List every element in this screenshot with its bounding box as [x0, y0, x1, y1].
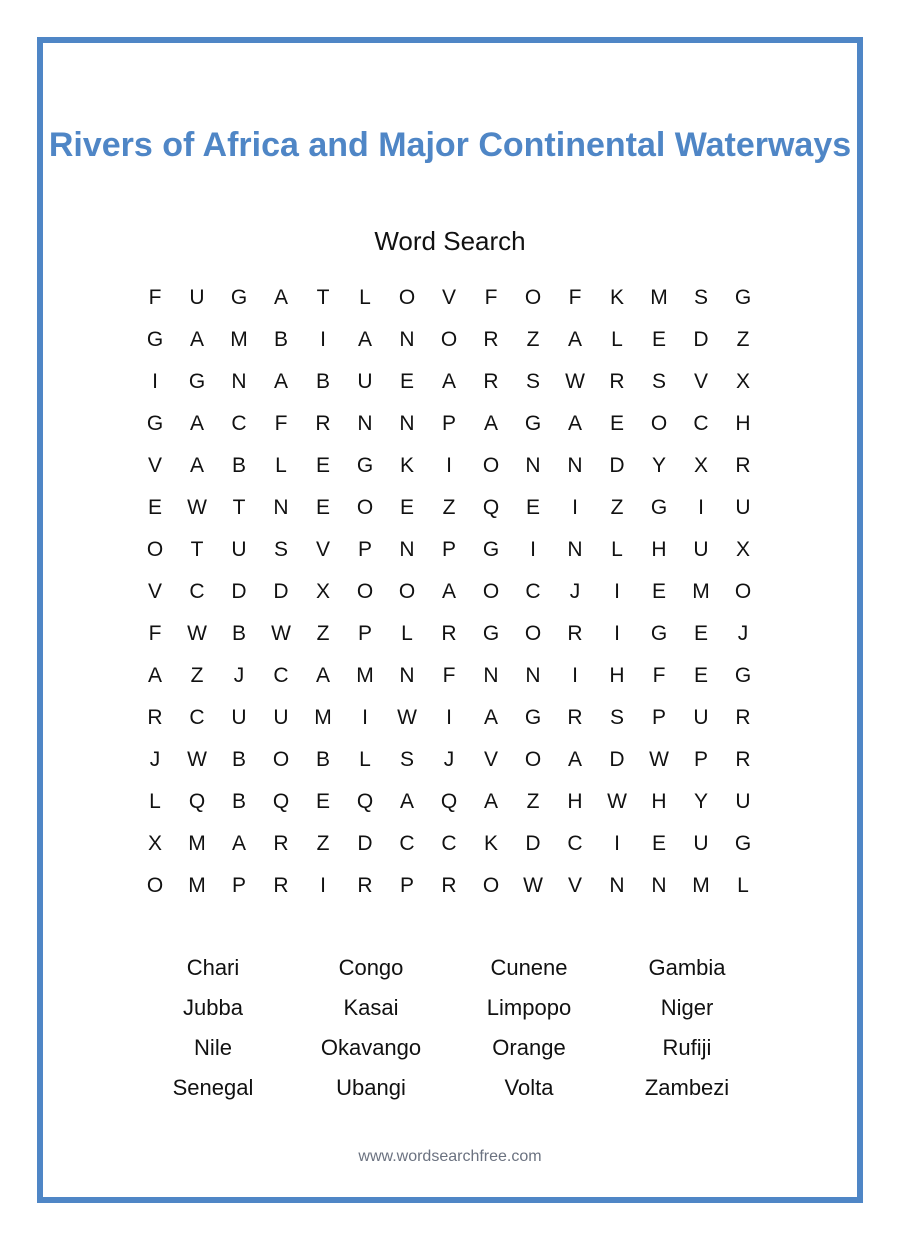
- grid-cell[interactable]: M: [650, 286, 668, 309]
- grid-cell[interactable]: R: [441, 874, 457, 897]
- grid-cell[interactable]: M: [230, 328, 248, 351]
- grid-cell[interactable]: I: [698, 496, 704, 519]
- grid-cell[interactable]: G: [356, 454, 374, 477]
- grid-cell[interactable]: R: [273, 832, 289, 855]
- grid-cell[interactable]: I: [614, 580, 620, 603]
- grid-cell[interactable]: U: [693, 832, 709, 855]
- grid-cell[interactable]: E: [315, 496, 330, 519]
- footer-url: www.wordsearchfree.com: [358, 1148, 542, 1165]
- grid-cell[interactable]: D: [357, 832, 373, 855]
- grid-cell[interactable]: L: [611, 538, 623, 561]
- grid-cell[interactable]: E: [399, 496, 414, 519]
- grid-cell[interactable]: D: [609, 748, 625, 771]
- grid-cell[interactable]: R: [441, 622, 457, 645]
- word-list-item: Rufiji: [662, 1035, 712, 1060]
- grid-cell[interactable]: Y: [651, 454, 666, 477]
- grid-cell[interactable]: I: [614, 622, 620, 645]
- grid-cell[interactable]: D: [525, 832, 541, 855]
- grid-cell[interactable]: W: [187, 748, 207, 771]
- grid-cell[interactable]: X: [735, 538, 750, 561]
- grid-cell[interactable]: A: [189, 412, 204, 435]
- grid-cell[interactable]: N: [567, 538, 583, 561]
- grid-cell[interactable]: H: [651, 790, 667, 813]
- grid-cell[interactable]: G: [734, 832, 752, 855]
- grid-cell[interactable]: Z: [442, 496, 456, 519]
- grid-cell[interactable]: D: [609, 454, 625, 477]
- grid-cell[interactable]: R: [357, 874, 373, 897]
- grid-cell[interactable]: N: [525, 454, 541, 477]
- grid-cell[interactable]: R: [567, 622, 583, 645]
- grid-cell[interactable]: O: [146, 538, 164, 561]
- grid-cell[interactable]: M: [692, 580, 710, 603]
- grid-cell[interactable]: R: [315, 412, 331, 435]
- grid-cell[interactable]: O: [524, 748, 542, 771]
- grid-cell[interactable]: I: [320, 328, 326, 351]
- grid-cell[interactable]: O: [440, 328, 458, 351]
- grid-cell[interactable]: E: [693, 622, 708, 645]
- grid-cell[interactable]: Z: [736, 328, 750, 351]
- grid-cell[interactable]: F: [568, 286, 582, 309]
- grid-cell[interactable]: D: [693, 328, 709, 351]
- grid-cell[interactable]: A: [189, 328, 204, 351]
- grid-cell[interactable]: G: [734, 664, 752, 687]
- grid-cell[interactable]: T: [316, 286, 330, 309]
- grid-cell[interactable]: T: [232, 496, 246, 519]
- grid-cell[interactable]: O: [356, 580, 374, 603]
- grid-cell[interactable]: N: [399, 538, 415, 561]
- word-list-item: Nile: [194, 1035, 232, 1060]
- grid-cell[interactable]: O: [398, 286, 416, 309]
- grid-cell[interactable]: E: [399, 370, 414, 393]
- grid-cell[interactable]: P: [399, 874, 414, 897]
- grid-cell[interactable]: A: [567, 748, 582, 771]
- grid-cell[interactable]: H: [735, 412, 751, 435]
- grid-cell[interactable]: Q: [482, 496, 500, 519]
- grid-cell[interactable]: O: [356, 496, 374, 519]
- grid-cell[interactable]: O: [482, 874, 500, 897]
- grid-cell[interactable]: M: [692, 874, 710, 897]
- grid-cell[interactable]: L: [611, 328, 623, 351]
- grid-cell[interactable]: U: [189, 286, 205, 309]
- grid-cell[interactable]: T: [190, 538, 204, 561]
- grid-cell[interactable]: R: [483, 328, 499, 351]
- grid-cell[interactable]: U: [693, 538, 709, 561]
- grid-cell[interactable]: B: [315, 748, 330, 771]
- grid-cell[interactable]: P: [441, 538, 456, 561]
- grid-cell[interactable]: D: [273, 580, 289, 603]
- grid-cell[interactable]: Q: [272, 790, 290, 813]
- grid-cell[interactable]: W: [397, 706, 417, 729]
- grid-cell[interactable]: A: [357, 328, 372, 351]
- grid-cell[interactable]: R: [735, 706, 751, 729]
- grid-cell[interactable]: C: [525, 580, 541, 603]
- grid-cell[interactable]: A: [231, 832, 246, 855]
- grid-cell[interactable]: H: [609, 664, 625, 687]
- grid-cell[interactable]: N: [399, 664, 415, 687]
- grid-cell[interactable]: V: [147, 580, 162, 603]
- grid-cell[interactable]: O: [398, 580, 416, 603]
- grid-cell[interactable]: G: [734, 286, 752, 309]
- word-list-item: Limpopo: [486, 995, 572, 1020]
- grid-cell[interactable]: L: [275, 454, 287, 477]
- grid-cell[interactable]: P: [441, 412, 456, 435]
- grid-cell[interactable]: E: [315, 454, 330, 477]
- grid-cell[interactable]: Y: [693, 790, 708, 813]
- grid-cell[interactable]: L: [149, 790, 161, 813]
- grid-cell[interactable]: V: [567, 874, 582, 897]
- grid-cell[interactable]: K: [483, 832, 498, 855]
- grid-cell[interactable]: G: [650, 496, 668, 519]
- grid-cell[interactable]: Q: [188, 790, 206, 813]
- grid-cell[interactable]: U: [231, 706, 247, 729]
- grid-cell[interactable]: N: [273, 496, 289, 519]
- grid-cell[interactable]: X: [693, 454, 708, 477]
- grid-cell[interactable]: W: [187, 496, 207, 519]
- grid-cell[interactable]: N: [357, 412, 373, 435]
- grid-cell[interactable]: U: [735, 790, 751, 813]
- grid-cell[interactable]: O: [650, 412, 668, 435]
- grid-cell[interactable]: A: [315, 664, 330, 687]
- grid-cell[interactable]: F: [148, 622, 162, 645]
- grid-cell[interactable]: G: [524, 706, 542, 729]
- grid-cell[interactable]: A: [567, 328, 582, 351]
- grid-cell[interactable]: G: [524, 412, 542, 435]
- grid-cell[interactable]: E: [609, 412, 624, 435]
- grid-cell[interactable]: I: [362, 706, 368, 729]
- grid-cell[interactable]: J: [737, 622, 749, 645]
- grid-cell[interactable]: F: [652, 664, 666, 687]
- grid-cell[interactable]: U: [231, 538, 247, 561]
- grid-cell[interactable]: E: [315, 790, 330, 813]
- grid-cell[interactable]: P: [693, 748, 708, 771]
- grid-cell[interactable]: U: [735, 496, 751, 519]
- grid-cell[interactable]: L: [737, 874, 749, 897]
- grid-cell[interactable]: X: [147, 832, 162, 855]
- grid-cell[interactable]: Q: [356, 790, 374, 813]
- grid-cell[interactable]: N: [399, 412, 415, 435]
- grid-cell[interactable]: P: [651, 706, 666, 729]
- grid-cell[interactable]: S: [273, 538, 288, 561]
- grid-cell[interactable]: W: [187, 622, 207, 645]
- grid-cell[interactable]: C: [399, 832, 415, 855]
- grid-cell[interactable]: C: [273, 664, 289, 687]
- grid-cell[interactable]: X: [735, 370, 750, 393]
- grid-cell[interactable]: F: [274, 412, 288, 435]
- page-subtitle: Word Search: [374, 226, 526, 256]
- grid-cell[interactable]: B: [315, 370, 330, 393]
- grid-cell[interactable]: W: [607, 790, 627, 813]
- grid-cell[interactable]: L: [401, 622, 413, 645]
- grid-cell[interactable]: N: [609, 874, 625, 897]
- grid-cell[interactable]: I: [152, 370, 158, 393]
- grid-cell[interactable]: C: [567, 832, 583, 855]
- grid-cell[interactable]: A: [441, 370, 456, 393]
- grid-cell[interactable]: I: [320, 874, 326, 897]
- word-list-item: Chari: [186, 955, 240, 980]
- grid-cell[interactable]: G: [230, 286, 248, 309]
- grid-cell[interactable]: H: [567, 790, 583, 813]
- grid-cell[interactable]: E: [651, 580, 666, 603]
- grid-cell[interactable]: E: [147, 496, 162, 519]
- grid-cell[interactable]: J: [233, 664, 245, 687]
- grid-cell[interactable]: P: [231, 874, 246, 897]
- grid-cell[interactable]: R: [273, 874, 289, 897]
- grid-cell[interactable]: Z: [316, 622, 330, 645]
- grid-cell[interactable]: D: [231, 580, 247, 603]
- grid-cell[interactable]: C: [231, 412, 247, 435]
- grid-cell[interactable]: M: [188, 874, 206, 897]
- grid-cell[interactable]: Z: [526, 328, 540, 351]
- word-list-item: Ubangi: [336, 1075, 406, 1100]
- grid-cell[interactable]: A: [483, 790, 498, 813]
- grid-cell[interactable]: W: [565, 370, 585, 393]
- grid-cell[interactable]: N: [525, 664, 541, 687]
- grid-cell[interactable]: B: [231, 454, 246, 477]
- grid-cell[interactable]: N: [651, 874, 667, 897]
- grid-cell[interactable]: I: [572, 496, 578, 519]
- word-list-item: Niger: [660, 995, 714, 1020]
- grid-cell[interactable]: O: [482, 580, 500, 603]
- grid-cell[interactable]: V: [147, 454, 162, 477]
- grid-cell[interactable]: U: [273, 706, 289, 729]
- word-list-item: Volta: [504, 1075, 554, 1100]
- grid-cell[interactable]: A: [273, 370, 288, 393]
- grid-cell[interactable]: S: [651, 370, 666, 393]
- grid-cell[interactable]: C: [189, 580, 205, 603]
- grid-cell[interactable]: I: [614, 832, 620, 855]
- grid-cell[interactable]: E: [651, 832, 666, 855]
- grid-cell[interactable]: F: [484, 286, 498, 309]
- grid-cell[interactable]: V: [315, 538, 330, 561]
- grid-cell[interactable]: I: [572, 664, 578, 687]
- grid-cell[interactable]: C: [189, 706, 205, 729]
- page-title: Rivers of Africa and Major Continental Waterways: [48, 126, 852, 164]
- grid-cell[interactable]: K: [609, 286, 624, 309]
- grid-cell[interactable]: E: [525, 496, 540, 519]
- grid-cell[interactable]: A: [189, 454, 204, 477]
- grid-cell[interactable]: V: [483, 748, 498, 771]
- grid-cell[interactable]: W: [271, 622, 291, 645]
- grid-cell[interactable]: Q: [440, 790, 458, 813]
- grid-cell[interactable]: O: [482, 454, 500, 477]
- grid-cell[interactable]: A: [483, 706, 498, 729]
- grid-cell[interactable]: J: [569, 580, 581, 603]
- letter-grid: [134, 277, 764, 907]
- grid-cell[interactable]: R: [567, 706, 583, 729]
- word-list-item: Cunene: [490, 955, 568, 980]
- grid-cell[interactable]: J: [149, 748, 161, 771]
- grid-cell[interactable]: R: [609, 370, 625, 393]
- grid-cell[interactable]: I: [446, 706, 452, 729]
- grid-cell[interactable]: F: [148, 286, 162, 309]
- grid-cell[interactable]: M: [188, 832, 206, 855]
- grid-cell[interactable]: C: [441, 832, 457, 855]
- grid-cell[interactable]: O: [524, 286, 542, 309]
- grid-cell[interactable]: O: [734, 580, 752, 603]
- grid-cell[interactable]: O: [524, 622, 542, 645]
- grid-cell[interactable]: L: [359, 748, 371, 771]
- grid-cell[interactable]: O: [272, 748, 290, 771]
- grid-cell[interactable]: L: [359, 286, 371, 309]
- word-list-item: Okavango: [320, 1035, 422, 1060]
- grid-cell[interactable]: N: [483, 664, 499, 687]
- grid-cell[interactable]: K: [399, 454, 414, 477]
- grid-cell[interactable]: U: [693, 706, 709, 729]
- word-list-item: Congo: [338, 955, 404, 980]
- grid-cell[interactable]: E: [651, 328, 666, 351]
- grid-cell[interactable]: Z: [526, 790, 540, 813]
- grid-cell[interactable]: B: [231, 790, 246, 813]
- grid-cell[interactable]: G: [146, 328, 164, 351]
- grid-cell[interactable]: H: [651, 538, 667, 561]
- grid-cell[interactable]: I: [530, 538, 536, 561]
- grid-cell[interactable]: G: [650, 622, 668, 645]
- grid-cell[interactable]: W: [523, 874, 543, 897]
- grid-cell[interactable]: M: [314, 706, 332, 729]
- grid-cell[interactable]: A: [147, 664, 162, 687]
- grid-cell[interactable]: N: [231, 370, 247, 393]
- grid-cell[interactable]: A: [273, 286, 288, 309]
- grid-cell[interactable]: W: [649, 748, 669, 771]
- grid-cell[interactable]: B: [231, 748, 246, 771]
- grid-cell[interactable]: O: [146, 874, 164, 897]
- grid-cell[interactable]: V: [441, 286, 456, 309]
- grid-cell[interactable]: Z: [610, 496, 624, 519]
- word-list-item: Jubba: [183, 995, 243, 1020]
- word-list-item: Zambezi: [644, 1075, 730, 1100]
- word-list-item: Kasai: [343, 995, 399, 1020]
- grid-cell[interactable]: V: [693, 370, 708, 393]
- grid-cell[interactable]: G: [482, 622, 500, 645]
- grid-cell[interactable]: G: [146, 412, 164, 435]
- grid-cell[interactable]: F: [442, 664, 456, 687]
- grid-cell[interactable]: R: [735, 748, 751, 771]
- grid-cell[interactable]: U: [357, 370, 373, 393]
- grid-cell[interactable]: A: [567, 412, 582, 435]
- grid-cell[interactable]: I: [446, 454, 452, 477]
- grid-cell[interactable]: G: [482, 538, 500, 561]
- grid-cell[interactable]: Z: [190, 664, 204, 687]
- grid-cell[interactable]: R: [735, 454, 751, 477]
- grid-cell[interactable]: S: [693, 286, 708, 309]
- grid-cell[interactable]: A: [441, 580, 456, 603]
- grid-cell[interactable]: J: [443, 748, 455, 771]
- grid-cell[interactable]: P: [357, 538, 372, 561]
- grid-cell[interactable]: P: [357, 622, 372, 645]
- grid-cell[interactable]: E: [693, 664, 708, 687]
- word-list-item: Orange: [492, 1035, 566, 1060]
- grid-cell[interactable]: N: [567, 454, 583, 477]
- grid-cell[interactable]: B: [231, 622, 246, 645]
- grid-cell[interactable]: S: [399, 748, 414, 771]
- grid-cell[interactable]: Z: [316, 832, 330, 855]
- grid-cell[interactable]: R: [483, 370, 499, 393]
- word-list: [134, 948, 766, 1108]
- grid-cell[interactable]: X: [315, 580, 330, 603]
- grid-cell[interactable]: N: [399, 328, 415, 351]
- word-list-item: Senegal: [172, 1075, 254, 1100]
- grid-cell[interactable]: B: [273, 328, 288, 351]
- grid-cell[interactable]: S: [609, 706, 624, 729]
- grid-cell[interactable]: M: [356, 664, 374, 687]
- word-list-item: Gambia: [648, 955, 726, 980]
- grid-cell[interactable]: A: [399, 790, 414, 813]
- grid-cell[interactable]: A: [483, 412, 498, 435]
- grid-cell[interactable]: R: [147, 706, 163, 729]
- grid-cell[interactable]: G: [188, 370, 206, 393]
- grid-cell[interactable]: C: [693, 412, 709, 435]
- grid-cell[interactable]: S: [525, 370, 540, 393]
